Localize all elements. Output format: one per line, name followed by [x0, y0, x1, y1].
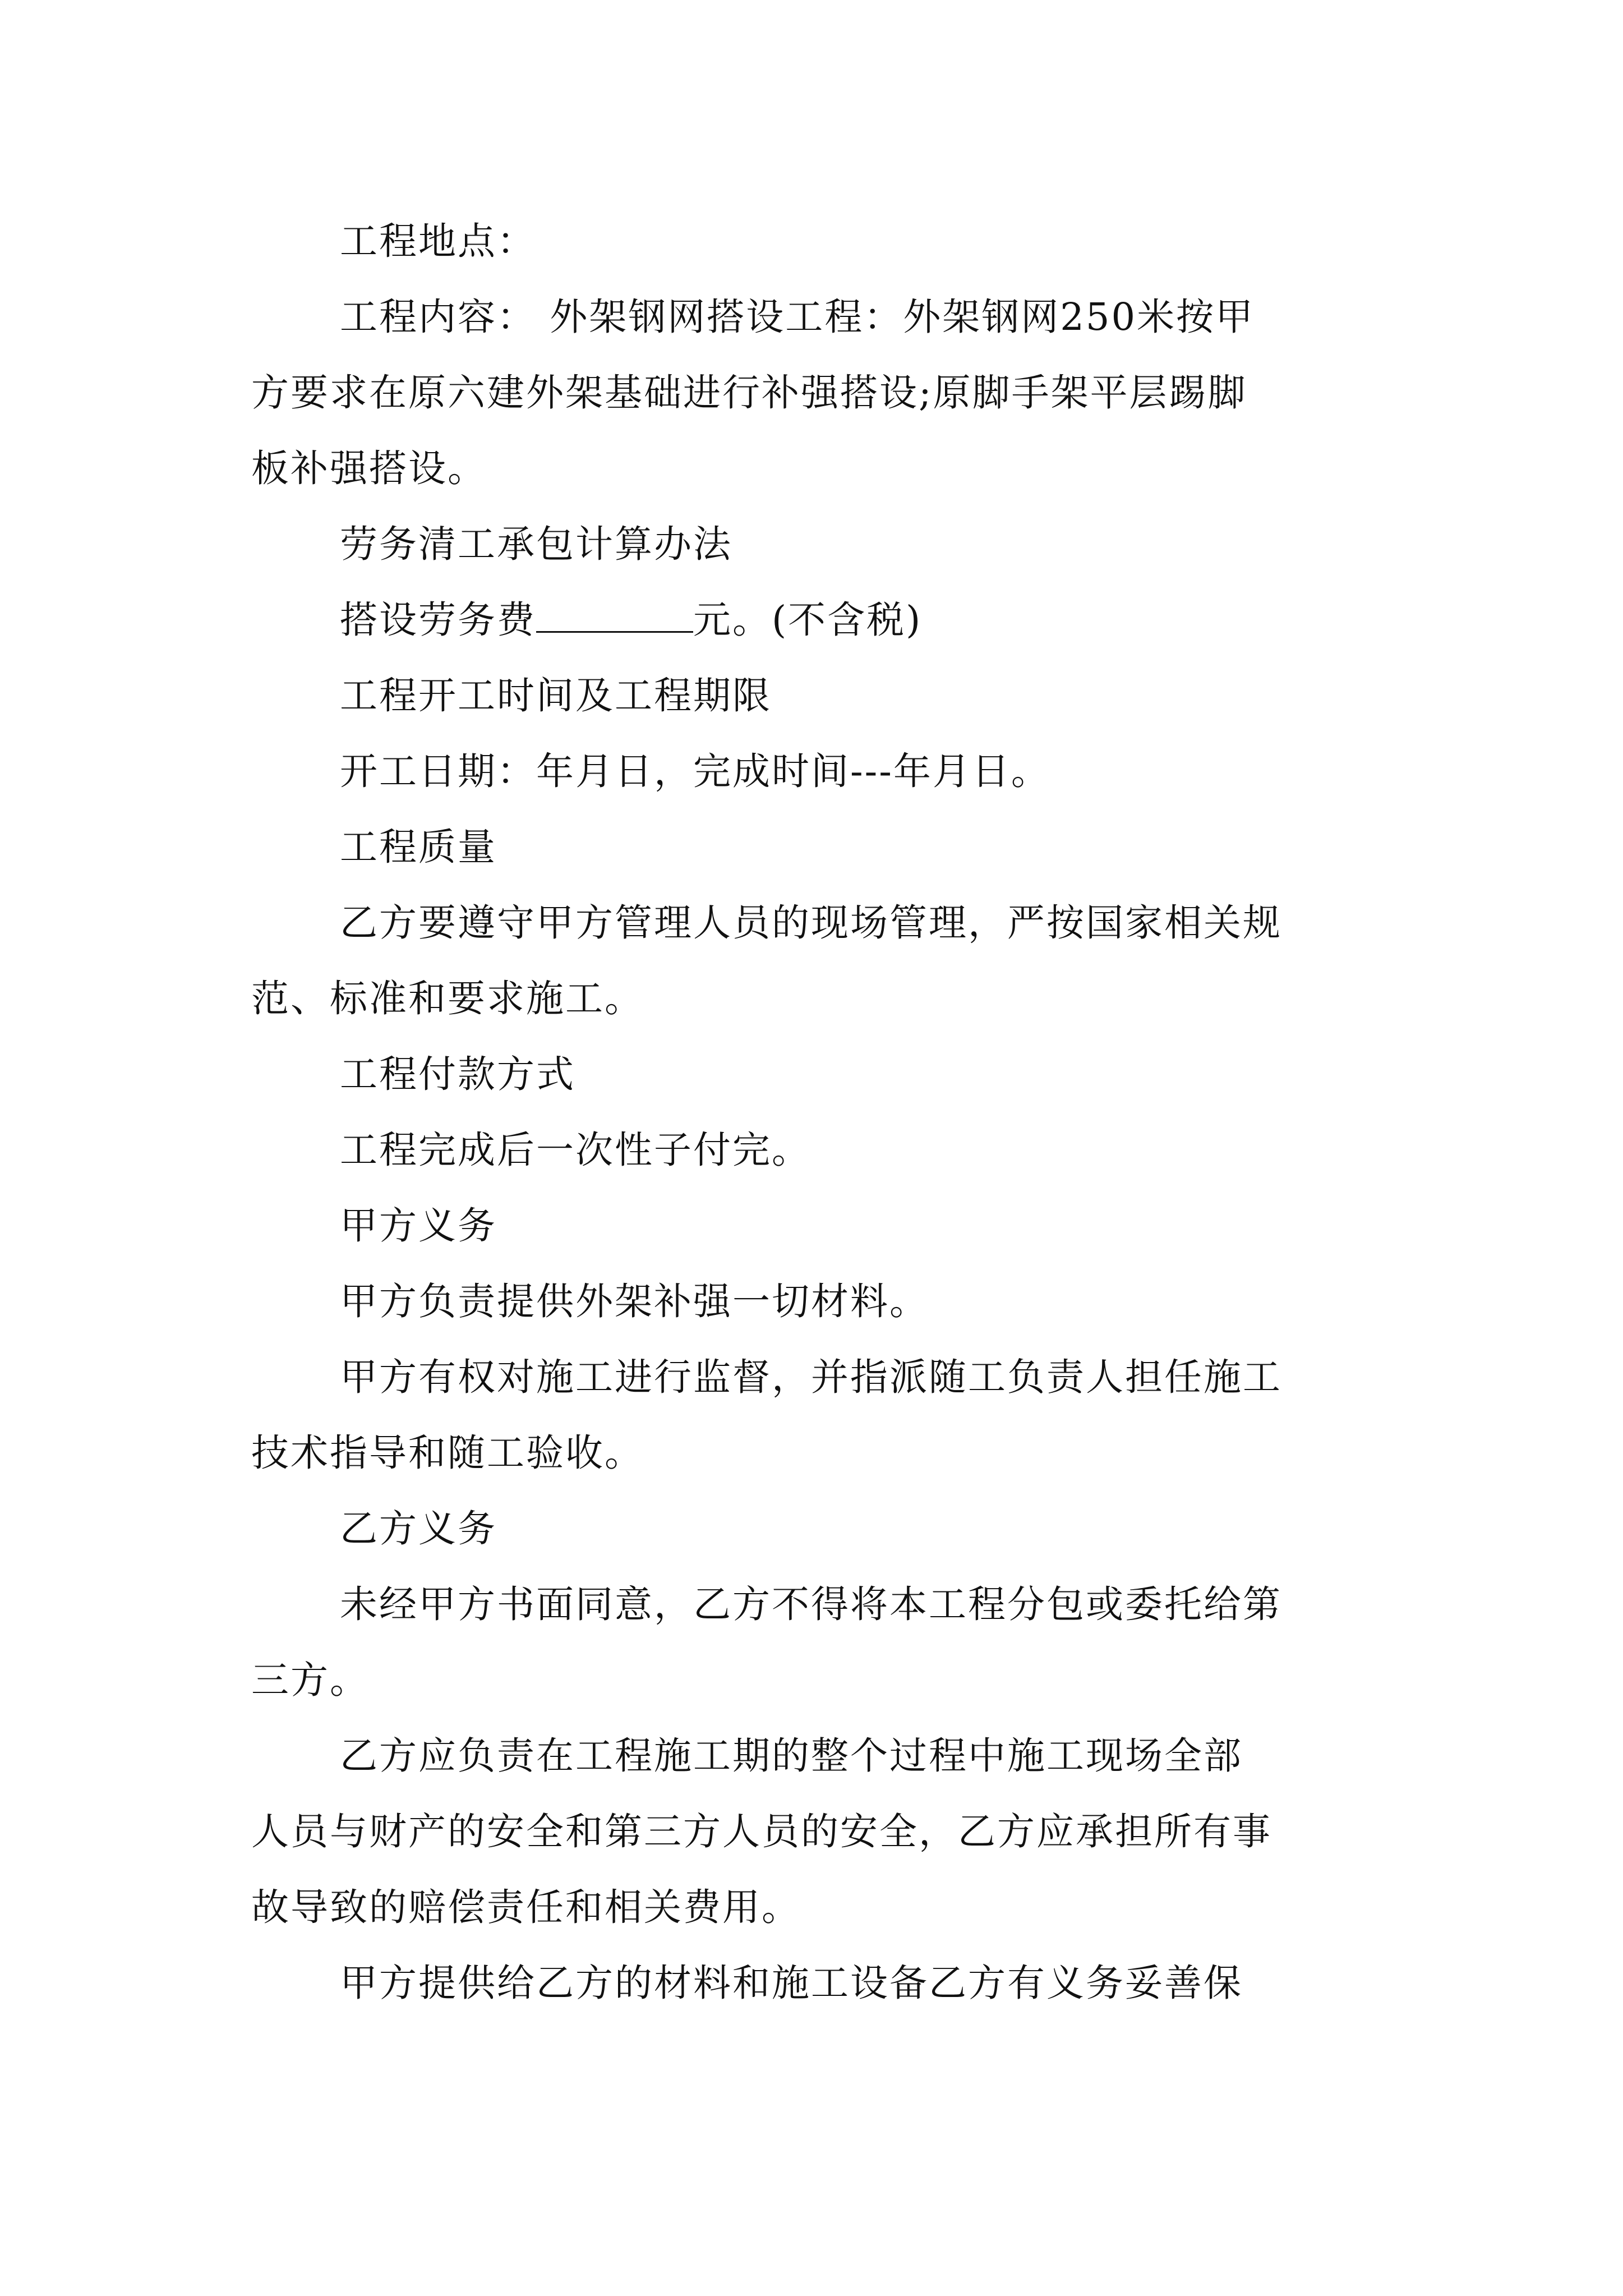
- labor-fee-line: [340, 597, 1384, 642]
- party-b-duty-2-cont: 人员与财产的安全和第三方人员的安全，乙方应承担所有事: [251, 1810, 1272, 1853]
- party-a-duty-2-cont: 技术指导和随工验收。: [251, 1431, 644, 1475]
- quality-heading: 工程质量: [340, 825, 497, 869]
- payment-text-line: 工程完成后一次性子付完。: [340, 1128, 811, 1172]
- party-a-duties-heading: 甲方义务: [340, 1204, 497, 1248]
- quality-text-line: 乙方要遵守甲方管理人员的现场管理，严按国家相关规: [340, 901, 1282, 945]
- quality-text-line-2: 范、标准和要求施工。: [251, 977, 644, 1020]
- start-date-line: 开工日期：年月日，完成时间---年月日。: [340, 749, 1050, 793]
- party-a-duty-1: 甲方负责提供外架补强一切材料。: [340, 1280, 929, 1323]
- project-location-line: 工程地点：: [340, 219, 536, 263]
- party-b-duty-2: 乙方应负责在工程施工期的整个过程中施工现场全部: [340, 1734, 1243, 1778]
- schedule-heading: 工程开工时间及工程期限: [340, 674, 772, 717]
- payment-heading: 工程付款方式: [340, 1052, 575, 1096]
- party-b-duty-3: 甲方提供给乙方的材料和施工设备乙方有义务妥善保: [340, 1961, 1243, 2005]
- calculation-heading: 劳务清工承包计算办法: [340, 522, 732, 566]
- party-b-duty-1: 未经甲方书面同意，乙方不得将本工程分包或委托给第: [340, 1582, 1282, 1626]
- party-b-duties-heading: 乙方义务: [340, 1507, 497, 1550]
- project-content-line: 工程内容： 外架钢网搭设工程：外架钢网250米按甲: [340, 295, 1255, 339]
- party-a-duty-2: 甲方有权对施工进行监督，并指派随工负责人担任施工: [340, 1355, 1282, 1399]
- project-content-line-2: 方要求在原六建外架基础进行补强搭设;原脚手架平层踢脚: [251, 371, 1247, 415]
- project-content-line-3: 板补强搭设。: [251, 447, 487, 490]
- labor-fee-unit: 元。(不含税): [693, 598, 923, 642]
- labor-fee-label: 搭设劳务费: [340, 598, 536, 642]
- labor-fee-blank: [536, 597, 693, 633]
- party-b-duty-1-cont: 三方。: [251, 1658, 369, 1702]
- party-b-duty-2-cont-2: 故导致的赔偿责任和相关费用。: [251, 1885, 801, 1929]
